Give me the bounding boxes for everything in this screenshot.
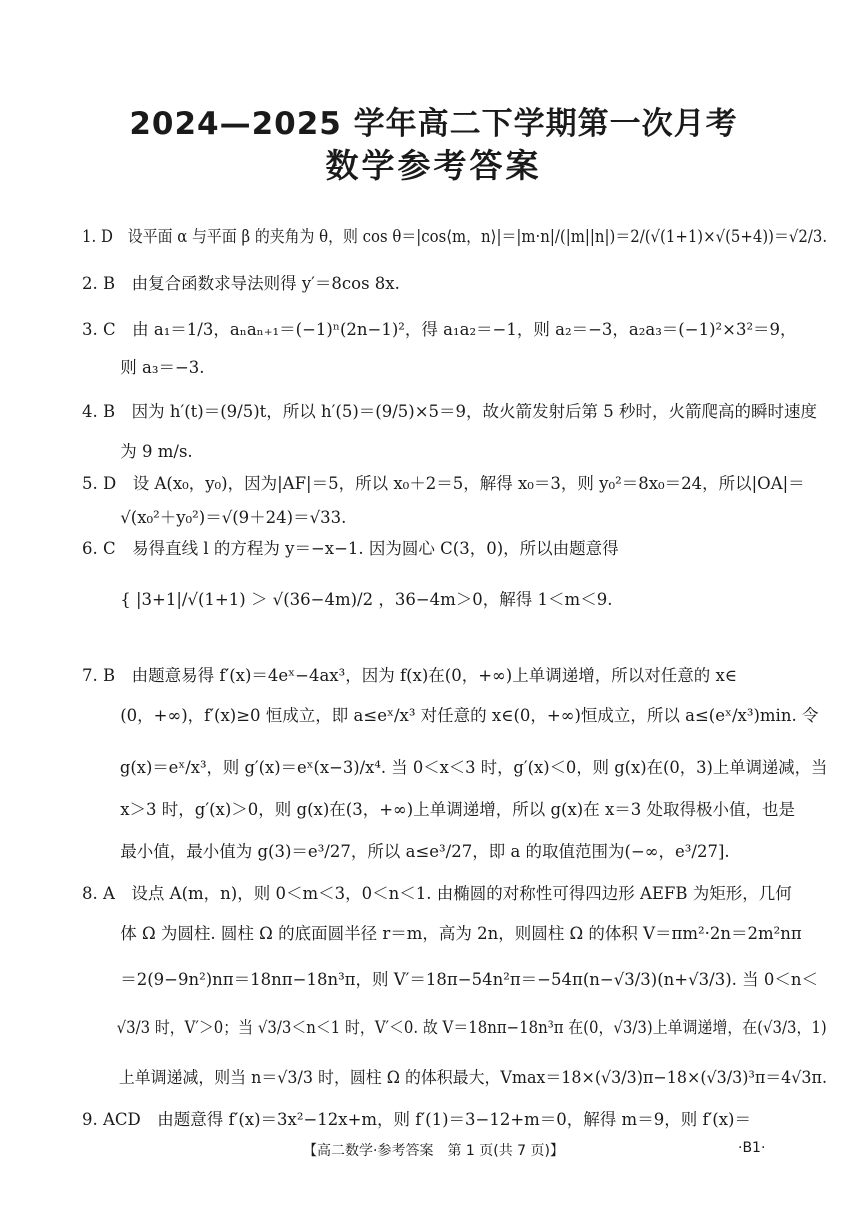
answer-line: 4. B 因为 h′(t)＝(9/5)t，所以 h′(5)＝(9/5)×5＝9，故火箭发射后第 5 秒时，火箭爬高的瞬时速度	[82, 402, 818, 421]
answer-line: (0，+∞)，f′(x)≥0 恒成立，即 a≤eˣ/x³ 对任意的 x∈(0，+∞)恒成立，所以 a≤(eˣ/x³)min. 令	[82, 706, 819, 725]
answer-line: 最小值，最小值为 g(3)＝e³/27，所以 a≤e³/27，即 a 的取值范围为(−∞，e³/27].	[82, 842, 730, 861]
answer-line: 3. C 由 a₁＝1/3，aₙaₙ₊₁＝(−1)ⁿ(2n−1)²，得 a₁a₂＝−1，则 a₂＝−3，a₂a₃＝(−1)²×3²＝9，	[82, 320, 797, 339]
answer-line: 9. ACD 由题意得 f′(x)＝3x²−12x+m，则 f′(1)＝3−12+m＝0，解得 m＝9，则 f′(x)＝	[82, 1110, 751, 1129]
answer-line: 为 9 m/s.	[82, 442, 193, 461]
answer-line: 8. A 设点 A(m，n)，则 0＜m＜3，0＜n＜1. 由椭圆的对称性可得四边形 AEFB 为矩形，几何	[82, 884, 792, 903]
answer-line: 5. D 设 A(x₀，y₀)，因为|AF|＝5，所以 x₀＋2＝5，解得 x₀＝3，则 y₀²＝8x₀＝24，所以|OA|＝	[82, 474, 805, 493]
page-footer: 【高二数学·参考答案 第 1 页(共 7 页)】	[303, 1143, 564, 1159]
answer-line: 体 Ω 为圆柱. 圆柱 Ω 的底面圆半径 r＝m，高为 2n，则圆柱 Ω 的体积 V＝πm²·2n＝2m²nπ	[82, 924, 802, 943]
answer-line: ＝2(9−9n²)nπ＝18nπ−18n³π，则 V′＝18π−54n²π＝−54π(n−√3/3)(n+√3/3). 当 0＜n＜	[82, 970, 818, 989]
answer-line: x＞3 时，g′(x)＞0，则 g(x)在(3，+∞)上单调递增，所以 g(x)在 x＝3 处取得极小值，也是	[82, 800, 795, 819]
answer-line: 6. C 易得直线 l 的方程为 y＝−x−1. 因为圆心 C(3，0)，所以由题意得	[82, 539, 619, 558]
page-title: 2024—2025 学年高二下学期第一次月考	[129, 106, 738, 142]
answer-line: 1. D 设平面 α 与平面 β 的夹角为 θ，则 cos θ＝|cos⟨m，n⟩|＝|m·n|/(|m||n|)＝2/(√(1+1)×√(5+4))＝√2/3.	[82, 227, 828, 246]
answer-line: √3/3 时，V′＞0；当 √3/3＜n＜1 时，V′＜0. 故 V＝18nπ−18n³π 在(0，√3/3)上单调递增，在(√3/3，1)	[82, 1018, 827, 1037]
answer-line: 上单调递减，则当 n＝√3/3 时，圆柱 Ω 的体积最大，Vmax＝18×(√3/3)π−18×(√3/3)³π＝4√3π.	[82, 1068, 828, 1087]
answer-line: 2. B 由复合函数求导法则得 y′＝8cos 8x.	[82, 274, 400, 293]
answer-line: g(x)＝eˣ/x³，则 g′(x)＝eˣ(x−3)/x⁴. 当 0＜x＜3 时，g′(x)＜0，则 g(x)在(0，3)上单调递减，当	[82, 758, 828, 777]
answer-line: √(x₀²＋y₀²)＝√(9＋24)＝√33.	[82, 508, 347, 527]
page-code: ·B1·	[738, 1140, 766, 1156]
page-subtitle: 数学参考答案	[325, 146, 542, 185]
answer-line: { |3+1|/√(1+1) ＞ √(36−4m)/2 ，36−4m＞0，解得 1＜m＜9.	[82, 590, 613, 609]
answer-line: 则 a₃＝−3.	[82, 358, 205, 377]
answer-line: 7. B 由题意易得 f′(x)＝4eˣ−4ax³，因为 f(x)在(0，+∞)上单调递增，所以对任意的 x∈	[82, 666, 737, 685]
